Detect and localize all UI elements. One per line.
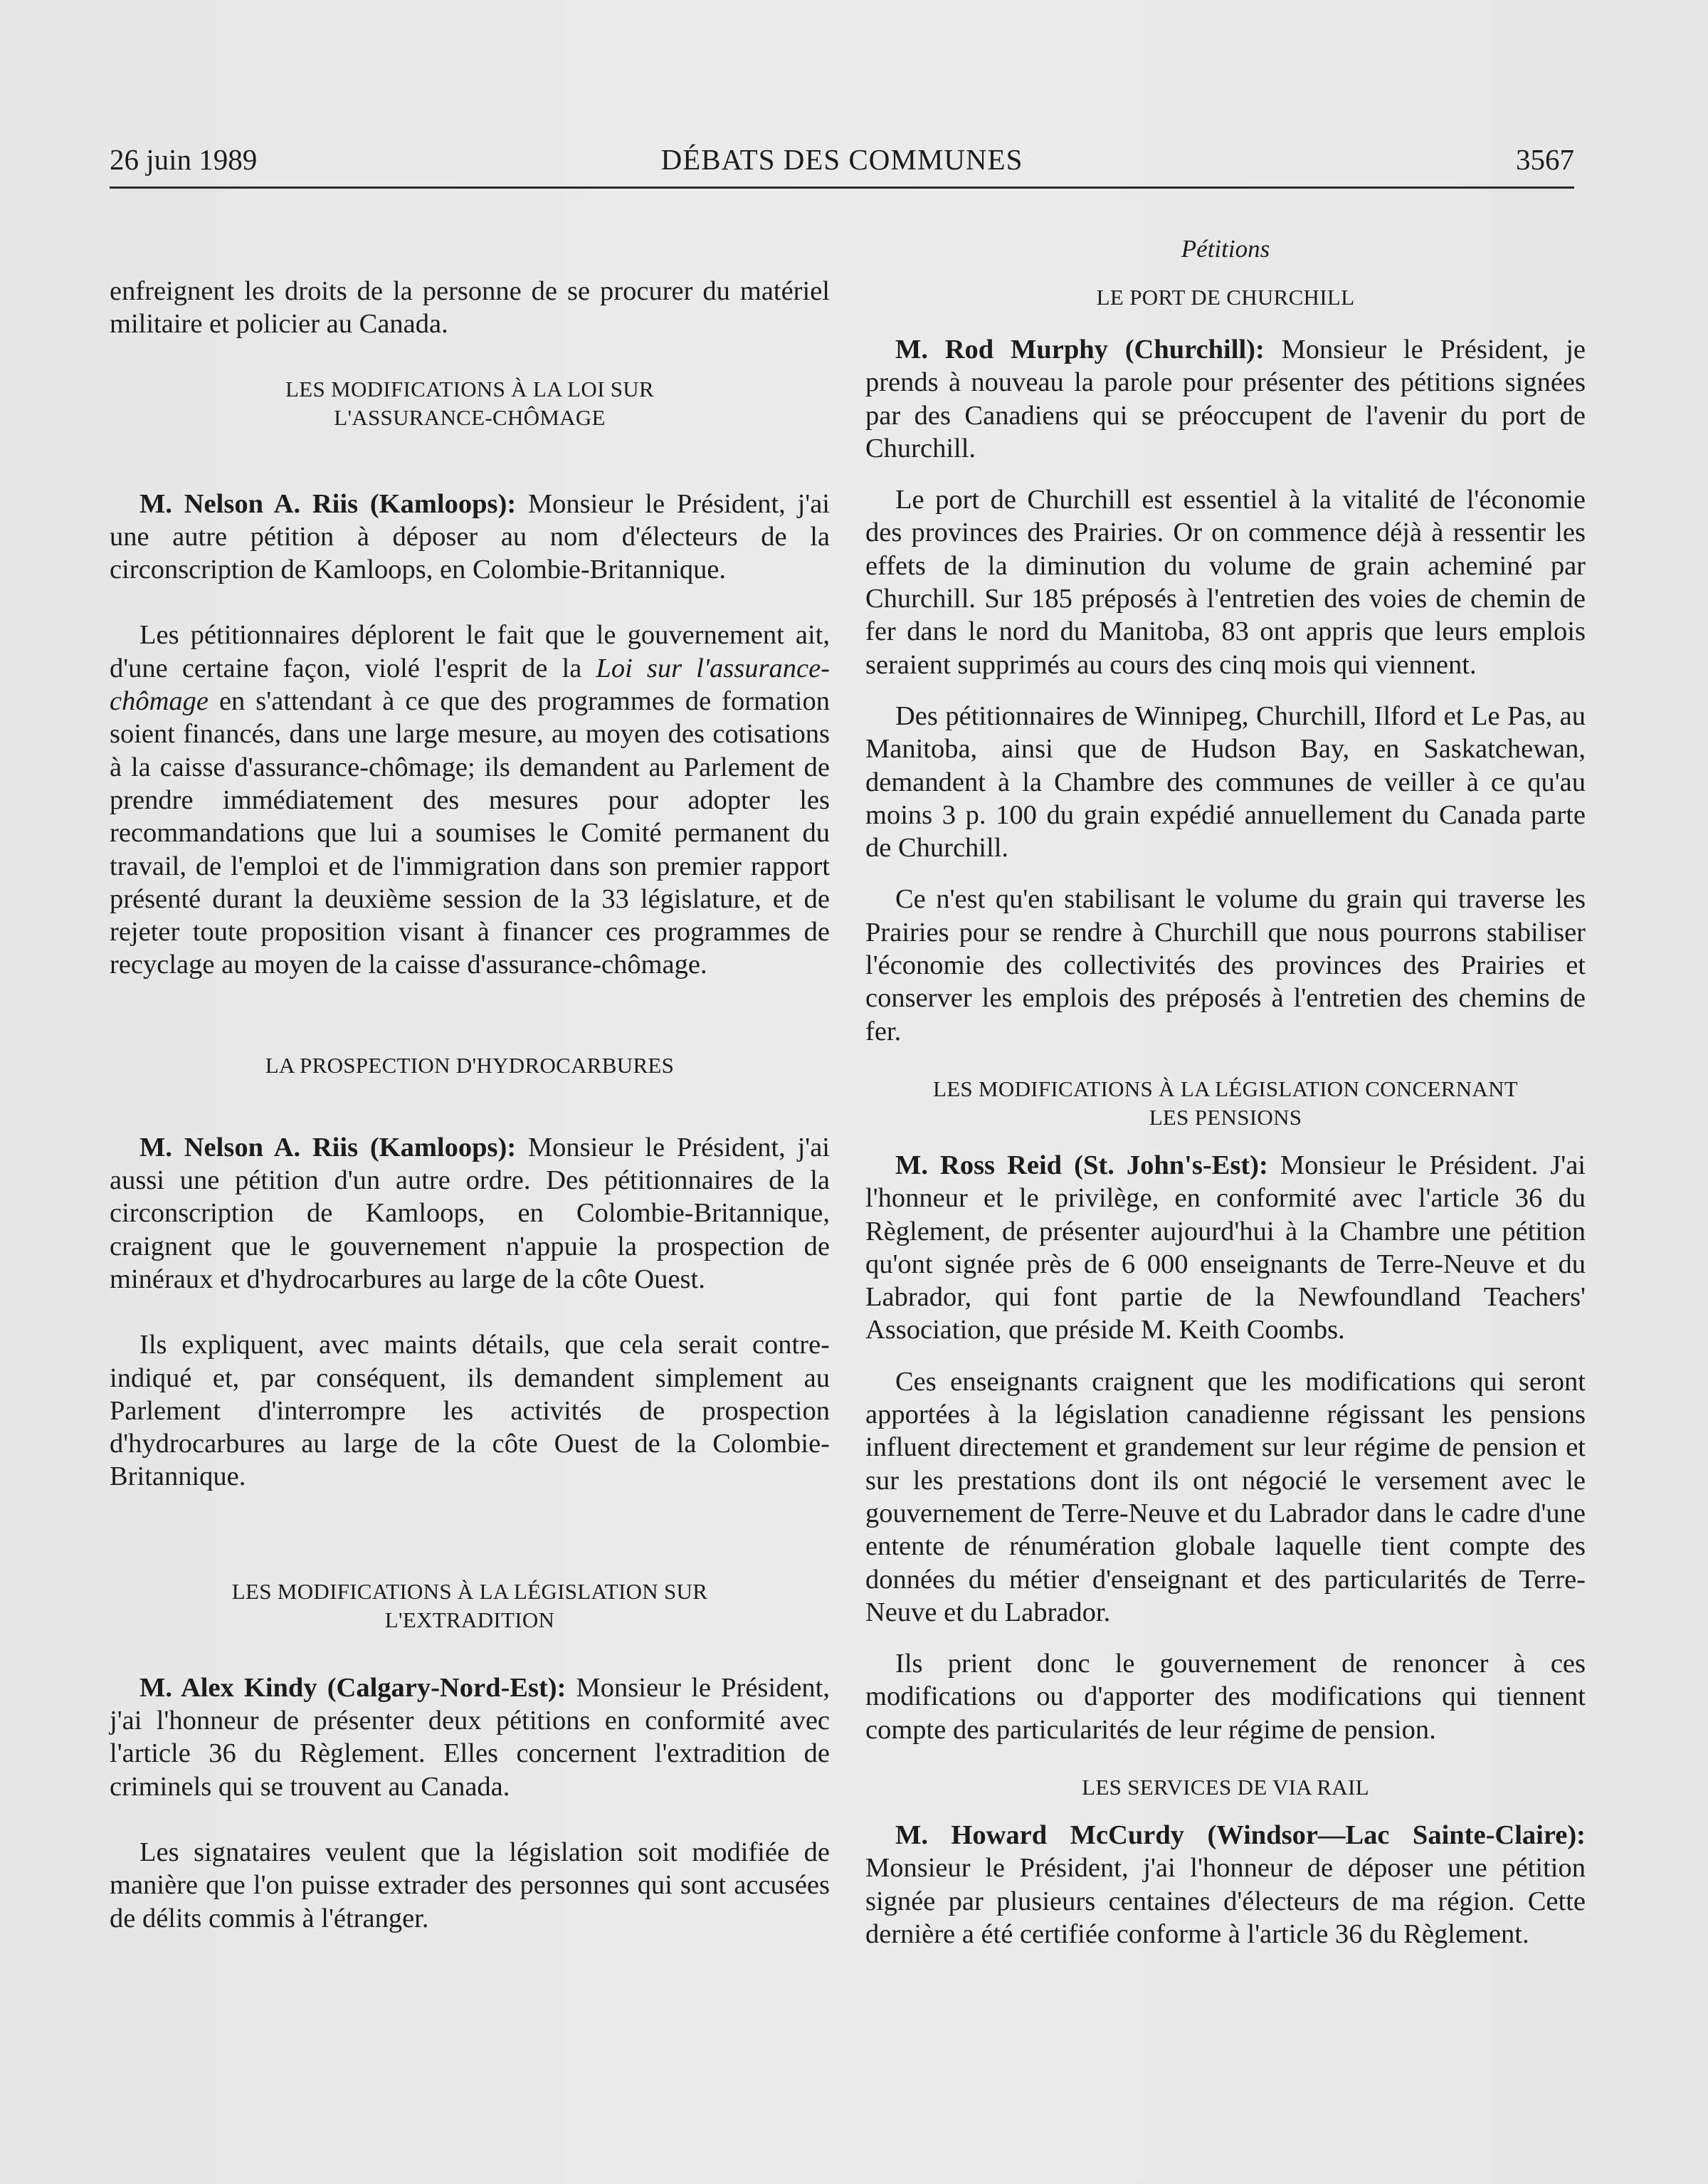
text-run: Les pétitionnaires déplorent le fait que le gouvernement ait, d'une certaine façon, violé l'esprit de la [110, 620, 830, 683]
paragraph: Ces enseignants craignent que les modifications qui seront apportées à la législation canadienne régissant les pensions influent directement et grandement sur leur régime de pension et sur les prestations dont ils ont négocié le versement avec le gouvernement de Terre-Neuve et du Labrador dans le cadre d'une entente de rénumération globale laquelle tient compte des données du métier d'enseignant et des particularités de Terre-Neuve et du Labrador. [865, 1366, 1586, 1627]
paragraph: Ce n'est qu'en stabilisant le volume du grain qui traverse les Prairies pour se rendre à Churchill que nous pourrons stabiliser l'économie des collectivités des provinces des Prairies et conserver les emplois des préposés à l'entretien des chemins de fer. [865, 884, 1586, 1046]
speech-text: Monsieur le Président, j'ai l'honneur de présenter deux pétitions en conformité avec l'article 36 du Règlement. Elles concernent l'extradition de criminels qui se trouvent au Canada. [110, 1672, 831, 1802]
speaker-name: M. Ross Reid (St. John's-Est): [895, 1150, 1268, 1180]
heading-line: LE PORT DE CHURCHILL [1096, 285, 1355, 310]
heading-line: L'ASSURANCE-CHÔMAGE [334, 404, 606, 430]
left-column [110, 275, 830, 1935]
header-title: DÉBATS DES COMMUNES [660, 143, 1023, 176]
section-heading [865, 1075, 1586, 1132]
paragraph: Ils expliquent, avec maints détails, que cela serait contre-indiqué et, par conséquent, ils demandent simplement au Parlement d'interrompre les activités de prospection d'hydrocarbures au large de la côte Ouest de la Colombie-Britannique. [110, 1330, 830, 1492]
heading-line: LES MODIFICATIONS À LA LÉGISLATION SUR [231, 1578, 708, 1604]
section-heading [110, 1051, 830, 1080]
heading-line: LES MODIFICATIONS À LA LOI SUR [285, 376, 654, 401]
speaker-paragraph [865, 1149, 1586, 1347]
speech-text: Monsieur le Président. J'ai l'honneur et le privilège, en conformité avec l'article 36 du Règlement, de présenter aujourd'hui à la Chambre une pétition qu'ont signée près de 6 000 enseignants de Terre-Neuve et du Labrador, qui font partie de la Newfoundland Teachers' Association, que préside M. Keith Coombs. [865, 1150, 1586, 1345]
speech-text: Monsieur le Président, j'ai l'honneur de déposer une pétition signée par plusieurs centaines d'électeurs de ma région. Cette dernière a été certifiée conforme à l'article 36 du Règlement. [865, 1853, 1586, 1949]
heading-line: L'EXTRADITION [384, 1607, 555, 1632]
paragraph: enfreignent les droits de la personne de se procurer du matériel militaire et policier au Canada. [110, 276, 830, 340]
speech-text: Monsieur le Président, je prends à nouveau la parole pour présenter des pétitions signées par des Canadiens qui se préoccupent de l'avenir du port de Churchill. [865, 335, 1586, 463]
speaker-paragraph [110, 488, 830, 587]
paragraph: Les signataires veulent que la législation soit modifiée de manière que l'on puisse extrader des personnes qui sont accusées de délits commis à l'étranger. [110, 1837, 830, 1933]
section-title: Pétitions [1181, 235, 1270, 263]
heading-line: LES PENSIONS [1149, 1104, 1302, 1130]
header-page-number: 3567 [1516, 143, 1574, 176]
speaker-name: M. Rod Murphy (Churchill): [895, 335, 1265, 364]
paragraph: Le port de Churchill est essentiel à la vitalité de l'économie des provinces des Prairies. Or on commence déjà à ressentir les effets de la diminution du volume de grain acheminé par Churchill. Sur 185 préposés à l'entretien des voies de chemin de fer dans le nord du Manitoba, 83 ont appris que leurs emplois seraient supprimés au cours des cinq mois qui viennent. [865, 485, 1586, 680]
speaker-name: M. Nelson A. Riis (Kamloops): [139, 1132, 517, 1162]
speech-text: Monsieur le Président, j'ai une autre pétition à déposer au nom d'électeurs de la circonscription de Kamloops, en Colombie-Britannique. [110, 488, 830, 585]
speaker-paragraph [110, 1671, 830, 1803]
speaker-name: M. Nelson A. Riis (Kamloops): [139, 488, 517, 519]
paragraph [110, 619, 830, 981]
heading-line: LES MODIFICATIONS À LA LÉGISLATION CONCERNANT [932, 1076, 1519, 1101]
paragraph: Des pétitionnaires de Winnipeg, Churchill, Ilford et Le Pas, au Manitoba, ainsi que de Hudson Bay, en Saskatchewan, demandent à la Chambre des communes de veiller à ce qu'au moins 3 p. 100 du grain expédié annuellement du Canada parte de Churchill. [865, 700, 1586, 863]
page-header [110, 142, 1574, 189]
section-heading [865, 283, 1586, 312]
italic-text: Loi sur l'assurance-chômage [110, 653, 830, 717]
speaker-paragraph [865, 333, 1586, 465]
speaker-name: M. Alex Kindy (Calgary-Nord-Est): [139, 1672, 566, 1703]
speaker-paragraph [110, 1131, 830, 1296]
heading-line: LA PROSPECTION D'HYDROCARBURES [265, 1052, 675, 1078]
speech-text: Monsieur le Président, j'ai aussi une pétition d'un autre ordre. Des pétitionnaires de la circonscription de Kamloops, en Colombie-Britannique, craignent que le gouvernement n'appuie la prospection de minéraux et d'hydrocarbures au large de la côte Ouest. [110, 1132, 830, 1294]
section-heading [110, 375, 830, 432]
speaker-name: M. Howard McCurdy (Windsor—Lac Sainte-Claire): [895, 1820, 1586, 1850]
text-run: en s'attendant à ce que des programmes de formation soient financés, dans une large mesure, au moyen des cotisations à la caisse d'assurance-chômage; ils demandent au Parlement de prendre immédiatement des mesures pour adopter les recommandations que lui a soumises le Comité permanent du travail, de l'emploi et de l'immigration dans son premier rapport présenté durant la deuxième session de la 33 législature, et de rejeter toute proposition visant à financer ces programmes de recyclage au moyen de la caisse d'assurance-chômage. [110, 686, 830, 980]
heading-line: LES SERVICES DE VIA RAIL [1082, 1774, 1369, 1800]
right-column [865, 235, 1586, 1951]
speaker-paragraph [865, 1819, 1586, 1951]
header-date: 26 juin 1989 [110, 143, 258, 176]
paragraph: Ils prient donc le gouvernement de renoncer à ces modifications ou d'apporter des modifications qui tiennent compte des particularités de leur régime de pension. [865, 1649, 1586, 1745]
section-heading [110, 1577, 830, 1634]
section-heading [865, 1773, 1586, 1802]
